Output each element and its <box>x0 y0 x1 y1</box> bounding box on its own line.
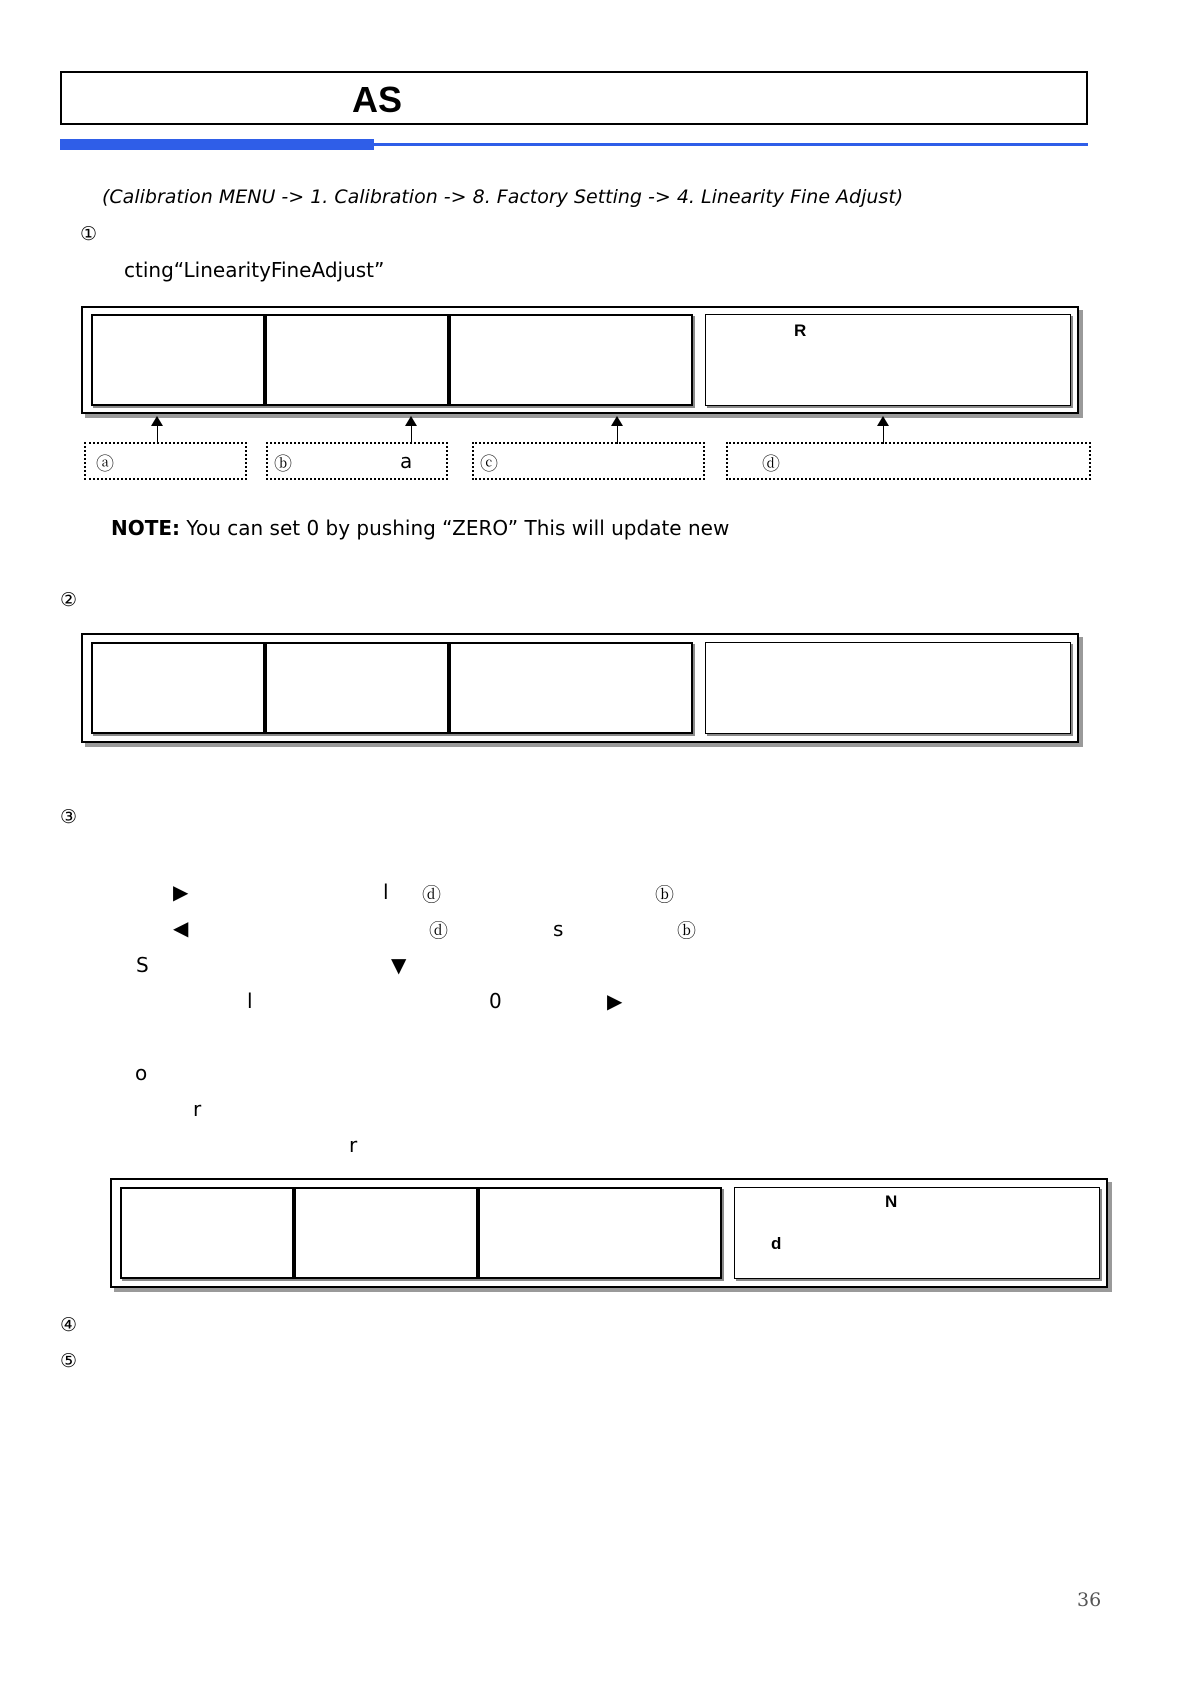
note-text: You can set 0 by pushing “ZERO” This will update new <box>180 516 730 540</box>
step-3-line-6-r: r <box>193 1097 202 1121</box>
step-3-line-2-b: ⓑ <box>677 920 697 942</box>
menu-path: (Calibration MENU -> 1. Calibration -> 8. Factory Setting -> 4. Linearity Fine Adjust) <box>102 186 904 208</box>
step-3-line-1-d: ⓓ <box>422 884 442 906</box>
display-panel-2 <box>81 633 1079 743</box>
arrow-b-icon <box>405 416 417 426</box>
callout-c-mark: ⓒ <box>480 454 498 475</box>
step-3-line-1-l: l <box>383 880 389 904</box>
right-arrow-icon-2: ▶ <box>607 989 623 1013</box>
display-1-cell-c <box>449 314 693 406</box>
callout-b-text: a <box>400 449 413 473</box>
note <box>111 516 729 540</box>
right-arrow-icon: ▶ <box>173 880 189 904</box>
display-panel-3 <box>110 1178 1108 1288</box>
arrow-c-icon <box>611 416 623 426</box>
display-1-cell-d-label: R <box>794 321 807 340</box>
callout-d <box>726 442 1091 480</box>
callout-d-mark: ⓓ <box>762 454 780 475</box>
step-3-line-5-o: o <box>135 1061 148 1085</box>
step-3-line-2-d: ⓓ <box>429 920 449 942</box>
step-3-line-2-s: s <box>553 917 564 941</box>
step-3-line-4-l: l <box>247 989 253 1013</box>
title-underline-thick <box>60 139 374 150</box>
down-arrow-icon: ▼ <box>391 953 407 977</box>
arrow-b-line <box>411 424 412 444</box>
step-3-line-7-r: r <box>349 1133 358 1157</box>
arrow-c-line <box>617 424 618 444</box>
arrow-a-line <box>157 424 158 444</box>
page-number: 36 <box>1077 1589 1102 1611</box>
display-3-cell-c <box>478 1187 722 1279</box>
display-1-cell-d <box>705 314 1071 406</box>
callout-a <box>84 442 247 480</box>
display-panel-1 <box>81 306 1079 414</box>
display-3-cell-d-bottom-label: d <box>771 1234 782 1253</box>
page-title: AS <box>352 79 403 120</box>
step-3-line-4-zero: 0 <box>489 989 502 1013</box>
step-5-number: ⑤ <box>60 1350 78 1372</box>
callout-b-mark: ⓑ <box>274 454 292 475</box>
display-3-cell-d <box>734 1187 1100 1279</box>
step-3-line-1-b: ⓑ <box>655 884 675 906</box>
note-label: NOTE: <box>111 516 181 540</box>
display-1-cell-b <box>265 314 449 406</box>
callout-c <box>472 442 705 480</box>
display-3-cell-b <box>294 1187 478 1279</box>
step-2-number: ② <box>60 589 78 611</box>
arrow-a-icon <box>151 416 163 426</box>
title-underline-thin <box>374 143 1088 146</box>
step-4-number: ④ <box>60 1314 78 1336</box>
display-2-cell-b <box>265 642 449 734</box>
step-1-number: ① <box>80 223 98 245</box>
display-3-cell-d-top-label: N <box>885 1192 898 1211</box>
display-1-cell-a <box>91 314 265 406</box>
arrow-d-icon <box>877 416 889 426</box>
step-1-text: cting“LinearityFineAdjust” <box>124 258 385 282</box>
arrow-d-line <box>883 424 884 444</box>
step-3-line-3-s: S <box>136 953 149 977</box>
callout-b <box>266 442 448 480</box>
left-arrow-icon: ◀ <box>173 916 189 940</box>
display-2-cell-d <box>705 642 1071 734</box>
title-box <box>60 71 1088 125</box>
callout-a-mark: ⓐ <box>96 454 114 475</box>
display-2-cell-a <box>91 642 265 734</box>
display-3-cell-a <box>120 1187 294 1279</box>
display-2-cell-c <box>449 642 693 734</box>
step-3-number: ③ <box>60 806 78 828</box>
